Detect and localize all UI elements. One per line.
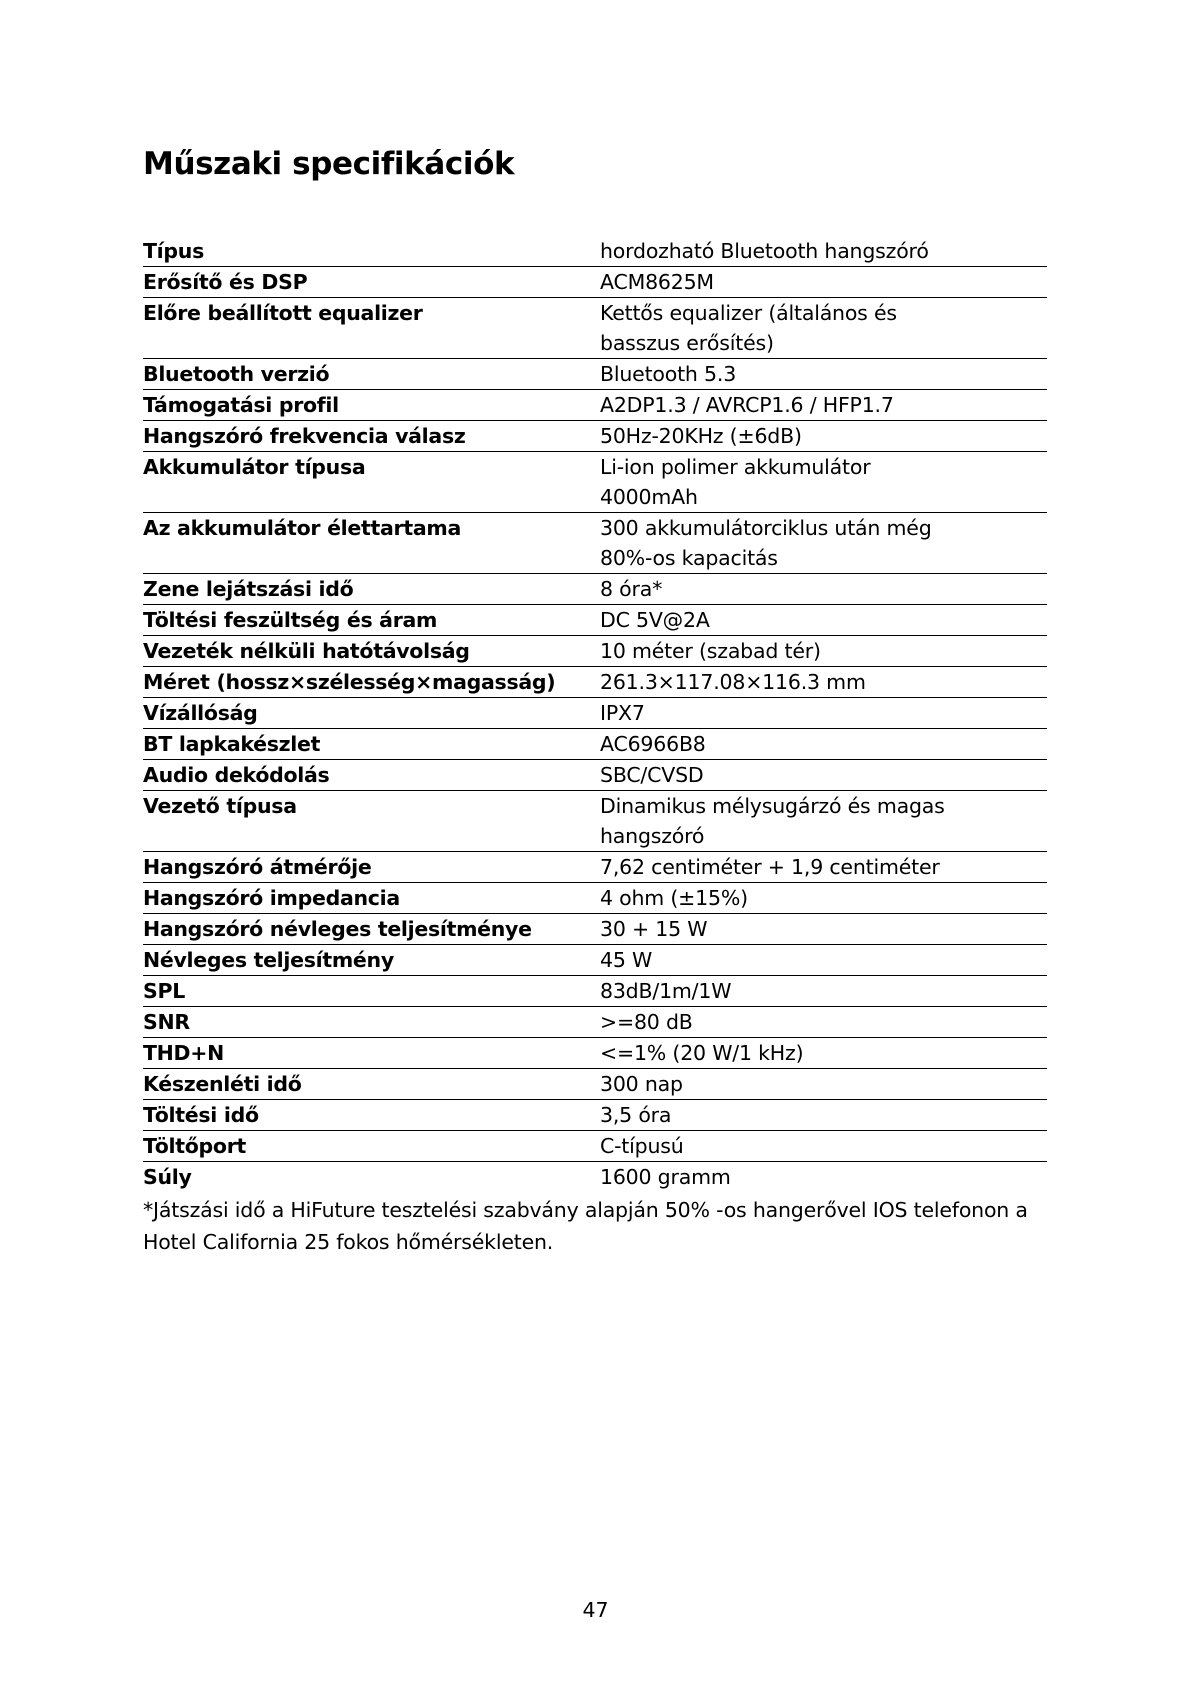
spec-value: ACM8625M — [600, 270, 714, 294]
spec-value-cell — [600, 1069, 1047, 1100]
spec-label: SNR — [143, 1007, 600, 1038]
spec-value-cell — [600, 267, 1047, 298]
spec-value: Bluetooth 5.3 — [600, 362, 737, 386]
spec-value-cell — [600, 976, 1047, 1007]
spec-row — [143, 1162, 1047, 1193]
spec-value: DC 5V@2A — [600, 608, 710, 632]
spec-value: hordozható Bluetooth hangszóró — [600, 239, 929, 263]
spec-row — [143, 667, 1047, 698]
spec-row — [143, 1038, 1047, 1069]
spec-label: Vezető típusa — [143, 791, 600, 852]
footnote: *Játszási idő a HiFuture tesztelési szabvány alapján 50% -os hangerővel IOS telefonon a Hotel California 25 fokos hőmérsékleten. — [143, 1198, 1028, 1254]
spec-value-cell — [600, 760, 1047, 791]
spec-value: 1600 gramm — [600, 1165, 731, 1189]
spec-label: Méret (hossz×szélesség×magasság) — [143, 667, 600, 698]
spec-row — [143, 1007, 1047, 1038]
spec-row — [143, 421, 1047, 452]
spec-row — [143, 298, 1047, 359]
spec-value: Li-ion polimer akkumulátor 4000mAh — [600, 455, 871, 509]
spec-label: THD+N — [143, 1038, 600, 1069]
spec-row — [143, 760, 1047, 791]
spec-row — [143, 914, 1047, 945]
spec-label: Az akkumulátor élettartama — [143, 513, 600, 574]
spec-row — [143, 791, 1047, 852]
spec-row — [143, 574, 1047, 605]
spec-row — [143, 636, 1047, 667]
spec-value: 300 nap — [600, 1072, 683, 1096]
spec-value: 50Hz-20KHz (±6dB) — [600, 424, 802, 448]
spec-value: A2DP1.3 / AVRCP1.6 / HFP1.7 — [600, 393, 894, 417]
spec-value-cell — [600, 421, 1047, 452]
spec-value-cell — [600, 1100, 1047, 1131]
spec-label: Vezeték nélküli hatótávolság — [143, 636, 600, 667]
spec-value-cell — [600, 636, 1047, 667]
spec-value: 83dB/1m/1W — [600, 979, 732, 1003]
spec-table — [143, 236, 1047, 1192]
spec-value-cell — [600, 914, 1047, 945]
spec-value-cell — [600, 883, 1047, 914]
spec-value-cell — [600, 1162, 1047, 1193]
spec-value-cell — [600, 698, 1047, 729]
spec-value-cell — [600, 1038, 1047, 1069]
spec-value: SBC/CVSD — [600, 763, 704, 787]
spec-row — [143, 236, 1047, 267]
spec-value-cell — [600, 359, 1047, 390]
spec-value-cell — [600, 791, 1047, 852]
spec-value-cell — [600, 452, 1047, 513]
spec-label: Névleges teljesítmény — [143, 945, 600, 976]
spec-value-cell — [600, 390, 1047, 421]
spec-value: 8 óra* — [600, 577, 663, 601]
spec-row — [143, 267, 1047, 298]
spec-table-body — [143, 236, 1047, 1192]
spec-label: Hangszóró névleges teljesítménye — [143, 914, 600, 945]
spec-value: 261.3×117.08×116.3 mm — [600, 670, 866, 694]
spec-row — [143, 976, 1047, 1007]
spec-value: C-típusú — [600, 1134, 684, 1158]
spec-value: IPX7 — [600, 701, 645, 725]
spec-value: >=80 dB — [600, 1010, 693, 1034]
spec-value: <=1% (20 W/1 kHz) — [600, 1041, 804, 1065]
spec-row — [143, 359, 1047, 390]
spec-value-cell — [600, 605, 1047, 636]
page-title: Műszaki specifikációk — [143, 146, 515, 182]
spec-label: Töltési feszültség és áram — [143, 605, 600, 636]
spec-label: Töltőport — [143, 1131, 600, 1162]
spec-row — [143, 1131, 1047, 1162]
spec-label: Erősítő és DSP — [143, 267, 600, 298]
spec-row — [143, 513, 1047, 574]
spec-value: 10 méter (szabad tér) — [600, 639, 821, 663]
spec-label: SPL — [143, 976, 600, 1007]
spec-value: AC6966B8 — [600, 732, 706, 756]
spec-value-cell — [600, 852, 1047, 883]
spec-value: 7,62 centiméter + 1,9 centiméter — [600, 855, 940, 879]
spec-value-cell — [600, 667, 1047, 698]
spec-value: 30 + 15 W — [600, 917, 708, 941]
spec-value: 4 ohm (±15%) — [600, 886, 748, 910]
spec-label: Előre beállított equalizer — [143, 298, 600, 359]
spec-row — [143, 452, 1047, 513]
spec-row — [143, 852, 1047, 883]
spec-row — [143, 729, 1047, 760]
spec-value: Kettős equalizer (általános és basszus erősítés) — [600, 301, 897, 355]
spec-row — [143, 1100, 1047, 1131]
spec-value: Dinamikus mélysugárzó és magas hangszóró — [600, 794, 945, 848]
spec-row — [143, 1069, 1047, 1100]
spec-label: BT lapkakészlet — [143, 729, 600, 760]
spec-label: Hangszóró frekvencia válasz — [143, 421, 600, 452]
page-number: 47 — [582, 1598, 609, 1622]
spec-label: Audio dekódolás — [143, 760, 600, 791]
spec-label: Bluetooth verzió — [143, 359, 600, 390]
spec-value-cell — [600, 513, 1047, 574]
spec-value-cell — [600, 1007, 1047, 1038]
spec-row — [143, 883, 1047, 914]
spec-label: Típus — [143, 236, 600, 267]
spec-value-cell — [600, 236, 1047, 267]
spec-row — [143, 945, 1047, 976]
spec-label: Támogatási profil — [143, 390, 600, 421]
spec-row — [143, 698, 1047, 729]
spec-value-cell — [600, 574, 1047, 605]
spec-label: Zene lejátszási idő — [143, 574, 600, 605]
spec-value-cell — [600, 1131, 1047, 1162]
spec-row — [143, 390, 1047, 421]
spec-value: 3,5 óra — [600, 1103, 672, 1127]
spec-label: Hangszóró impedancia — [143, 883, 600, 914]
spec-value: 45 W — [600, 948, 653, 972]
spec-value-cell — [600, 945, 1047, 976]
spec-label: Hangszóró átmérője — [143, 852, 600, 883]
spec-label: Készenléti idő — [143, 1069, 600, 1100]
spec-value: 300 akkumulátorciklus után még 80%-os kapacitás — [600, 516, 932, 570]
spec-label: Töltési idő — [143, 1100, 600, 1131]
spec-row — [143, 605, 1047, 636]
spec-value-cell — [600, 729, 1047, 760]
spec-label: Súly — [143, 1165, 192, 1189]
spec-label: Vízállóság — [143, 698, 600, 729]
spec-label: Akkumulátor típusa — [143, 452, 600, 513]
spec-value-cell — [600, 298, 1047, 359]
